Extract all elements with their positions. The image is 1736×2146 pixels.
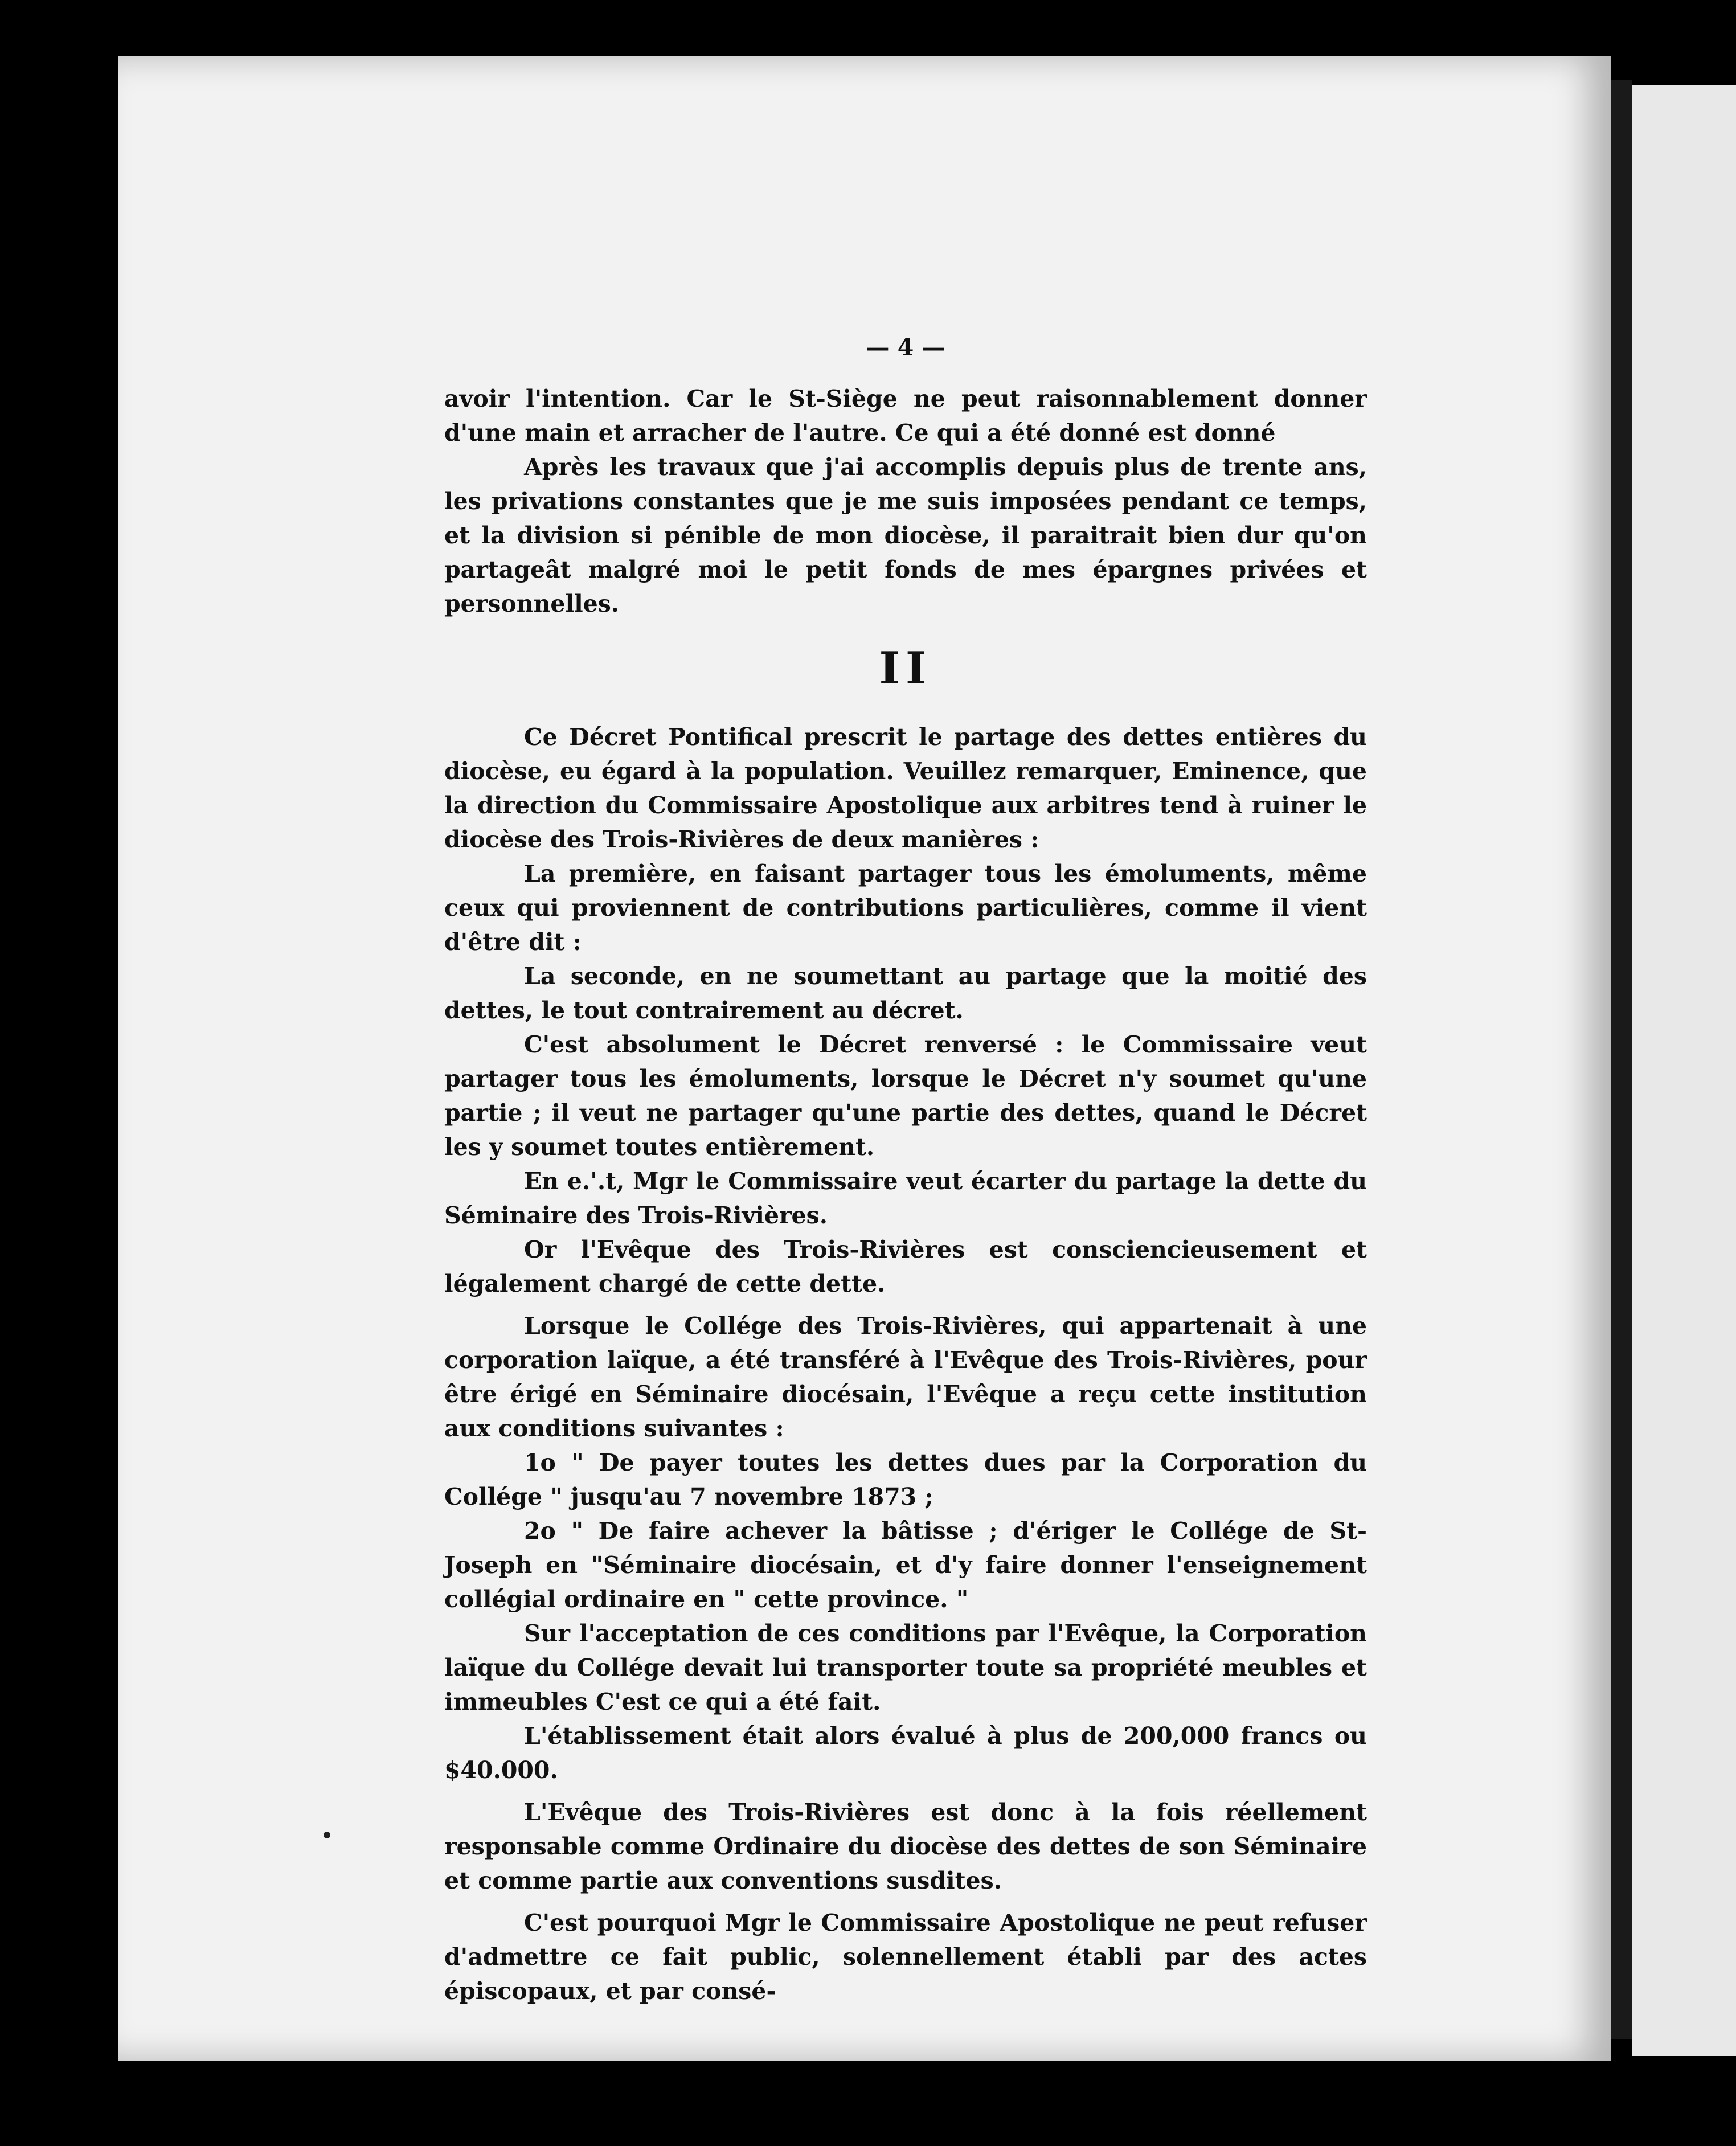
paragraph: avoir l'intention. Car le St-Siège ne peut raisonnablement donner d'une main et arracher de l'autre. Ce qui a été donné est donné [444,385,1367,447]
document-text [444,330,1367,2008]
paragraph: 1o " De payer toutes les dettes dues par la Corporation du Collége " jusqu'au 7 novembre 1873 ; [444,1449,1367,1510]
paragraph: La première, en faisant partager tous les émoluments, même ceux qui proviennent de contributions particulières, comme il vient d'être dit : [444,860,1367,956]
page-number: — 4 — [866,334,945,361]
ink-speck [324,1832,330,1838]
paragraph: L'établissement était alors évalué à plus de 200,000 francs ou $40.000. [444,1722,1367,1784]
paragraph: La seconde, en ne soumettant au partage que la moitié des dettes, le tout contrairement au décret. [444,963,1367,1024]
paragraph: Lorsque le Collége des Trois-Rivières, qui appartenait à une corporation laïque, a été transféré à l'Evêque des Trois-Rivières, pour être érigé en Séminaire diocésain, l'Evêque a reçu cette institution aux conditions suivantes : [444,1312,1367,1442]
page-shadow-edge [1611,80,1632,2039]
adjacent-page [1632,85,1736,2056]
paragraph: Ce Décret Pontifical prescrit le partage des dettes entières du diocèse, eu égard à la population. Veuillez remarquer, Eminence, que la direction du Commissaire Apostolique aux arbitres tend à ruiner le diocèse des Trois-Rivières de deux manières : [444,723,1367,853]
section-heading: II [879,642,932,694]
paragraph: Après les travaux que j'ai accomplis depuis plus de trente ans, les privations constantes que je me suis imposées pendant ce temps, et la division si pénible de mon diocèse, il paraitrait bien dur qu'on partageât malgré moi le petit fonds de mes épargnes privées et personnelles. [444,453,1367,617]
paragraph: En e.'.t, Mgr le Commissaire veut écarter du partage la dette du Séminaire des Trois-Rivières. [444,1168,1367,1229]
paragraph: Sur l'acceptation de ces conditions par l'Evêque, la Corporation laïque du Collége devait lui transporter toute sa propriété meubles et immeubles C'est ce qui a été fait. [444,1620,1367,1715]
paragraph: C'est pourquoi Mgr le Commissaire Apostolique ne peut refuser d'admettre ce fait public, solennellement établi par des actes épiscopaux, et par consé- [444,1909,1367,2005]
paragraph: C'est absolument le Décret renversé : le Commissaire veut partager tous les émoluments, lorsque le Décret n'y soumet qu'une partie ; il veut ne partager qu'une partie des dettes, quand le Décret les y soumet toutes entièrement. [444,1031,1367,1161]
paragraph: Or l'Evêque des Trois-Rivières est consciencieusement et légalement chargé de cette dette. [444,1236,1367,1297]
paragraph: L'Evêque des Trois-Rivières est donc à la fois réellement responsable comme Ordinaire du diocèse des dettes de son Séminaire et comme partie aux conventions susdites. [444,1799,1367,1894]
paragraph: 2o " De faire achever la bâtisse ; d'ériger le Collége de St-Joseph en "Séminaire diocésain, et d'y faire donner l'enseignement collégial ordinaire en " cette province. " [444,1517,1367,1613]
